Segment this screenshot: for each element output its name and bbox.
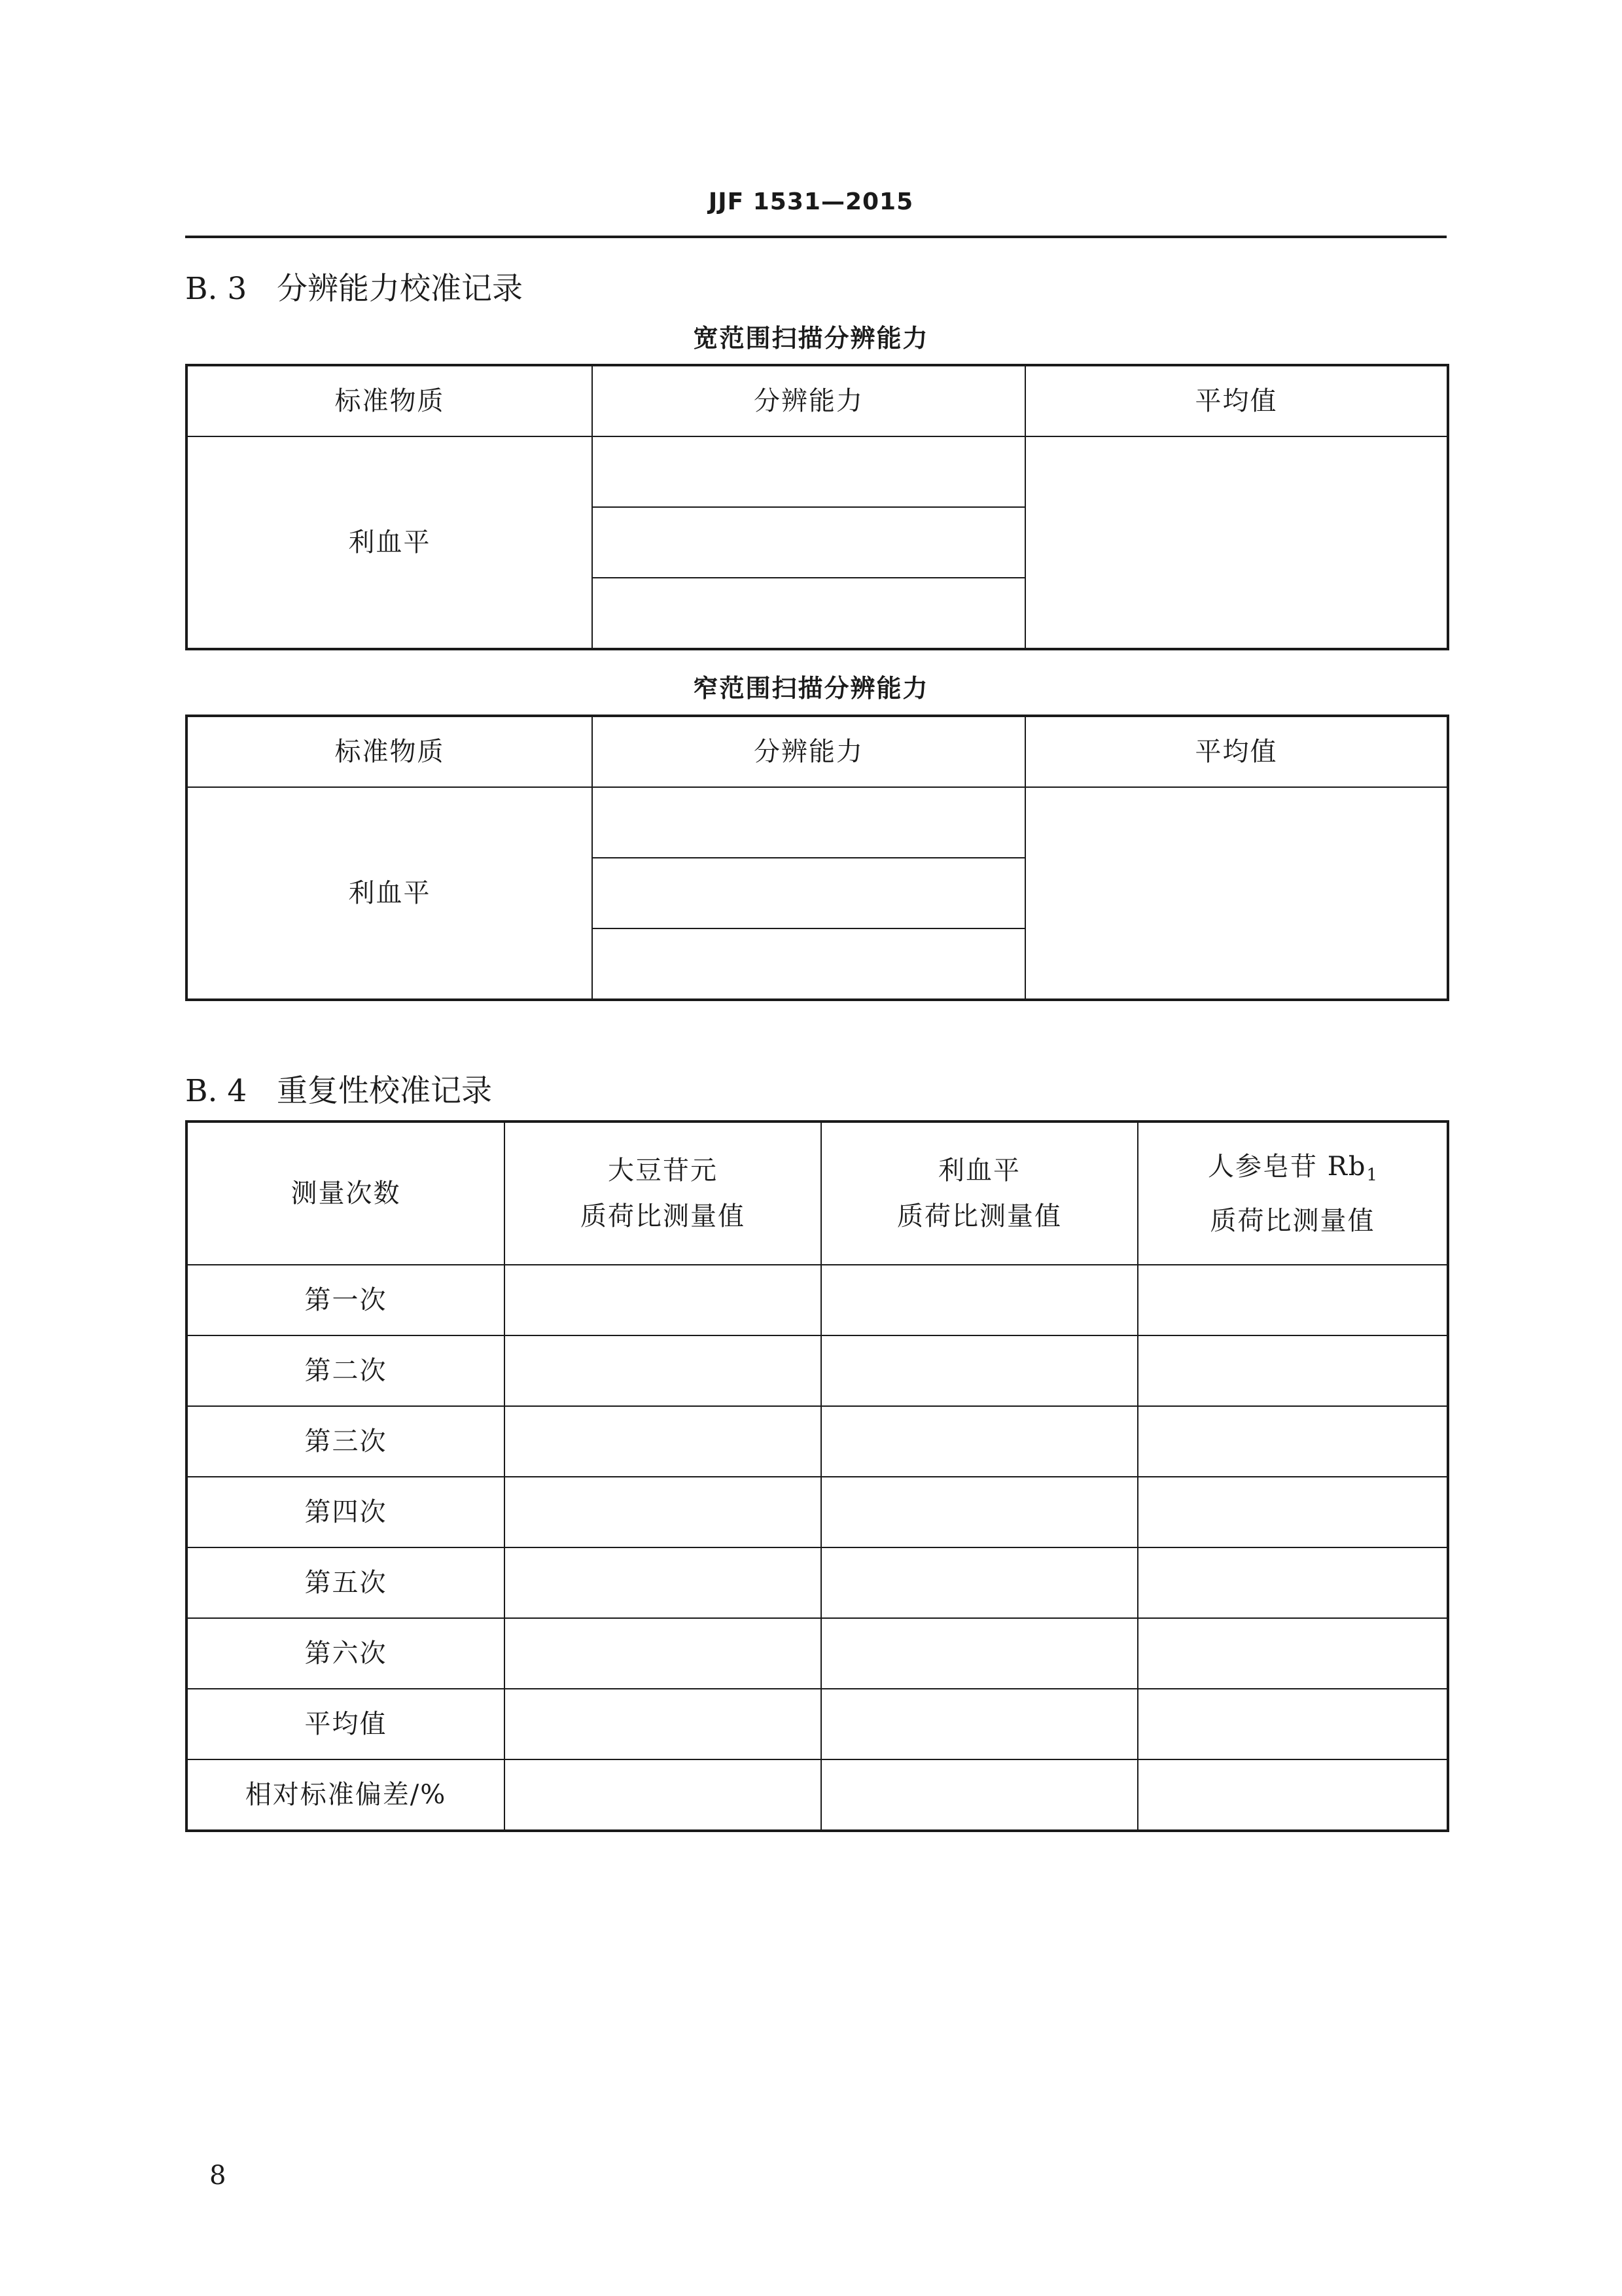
value-cell[interactable] [1138,1689,1448,1759]
table-row [186,1618,1448,1689]
col-header-material: 标准物质 [186,716,592,787]
value-cell[interactable] [1138,1265,1448,1335]
value-cell[interactable] [821,1335,1138,1406]
row-label: 第一次 [186,1265,504,1335]
table-row [186,1759,1448,1831]
material-cell: 利血平 [186,787,592,1000]
material-cell: 利血平 [186,436,592,649]
resolution-cell-2[interactable] [592,858,1025,928]
table-header-row [186,365,1448,436]
col-header-reserpine-line1: 利血平 [938,1156,1021,1186]
header-rule [185,236,1447,238]
col-header-material: 标准物质 [186,365,592,436]
col-header-count: 测量次数 [186,1122,504,1265]
value-cell[interactable] [1138,1618,1448,1689]
col-header-average: 平均值 [1025,365,1448,436]
col-header-reserpine-line2: 质荷比测量值 [897,1201,1062,1231]
value-cell[interactable] [1138,1759,1448,1831]
wide-scan-table [185,364,1449,650]
table-row [186,1689,1448,1759]
narrow-scan-table [185,715,1449,1001]
value-cell[interactable] [1138,1406,1448,1477]
value-cell[interactable] [504,1689,821,1759]
table-row [186,1547,1448,1618]
standard-code: JJF 1531—2015 [708,188,914,215]
wide-scan-caption: 宽范围扫描分辨能力 [693,324,929,353]
section-b3-number: B. 3 [185,271,247,307]
table-row [186,1335,1448,1406]
value-cell[interactable] [504,1265,821,1335]
col-header-ginsenoside-line1 [1138,1144,1447,1198]
col-header-ginsenoside-line2: 质荷比测量值 [1210,1205,1375,1236]
value-cell[interactable] [504,1335,821,1406]
value-cell[interactable] [821,1265,1138,1335]
table-row [186,1477,1448,1547]
resolution-cell-3[interactable] [592,928,1025,1000]
table-header-row [186,1122,1448,1265]
resolution-cell-1[interactable] [592,436,1025,507]
value-cell[interactable] [1138,1335,1448,1406]
col-header-daidzein [504,1122,821,1265]
narrow-scan-caption: 窄范围扫描分辨能力 [693,674,929,703]
resolution-cell-2[interactable] [592,507,1025,578]
value-cell[interactable] [504,1618,821,1689]
resolution-cell-1[interactable] [592,787,1025,858]
table-row [186,1406,1448,1477]
section-b4-number: B. 4 [185,1073,247,1109]
value-cell[interactable] [821,1618,1138,1689]
section-b4-heading [185,1067,492,1110]
col-header-resolution: 分辨能力 [592,365,1025,436]
col-header-daidzein-line1: 大豆苷元 [608,1156,718,1186]
row-label: 第五次 [186,1547,504,1618]
col-header-resolution: 分辨能力 [592,716,1025,787]
value-cell[interactable] [821,1689,1138,1759]
ginsenoside-name: 人参皂苷 Rb [1208,1151,1367,1182]
value-cell[interactable] [504,1759,821,1831]
table-row [186,1265,1448,1335]
row-label: 第三次 [186,1406,504,1477]
col-header-average: 平均值 [1025,716,1448,787]
value-cell[interactable] [504,1547,821,1618]
table-row [186,787,1448,858]
value-cell[interactable] [1138,1477,1448,1547]
row-label: 平均值 [186,1689,504,1759]
section-b3-heading [185,264,523,308]
value-cell[interactable] [821,1759,1138,1831]
ginsenoside-subscript: 1 [1366,1165,1377,1185]
page-number: 8 [209,2161,226,2191]
col-header-daidzein-line2: 质荷比测量值 [580,1201,745,1231]
row-label: 相对标准偏差/% [186,1759,504,1831]
section-b3-title: 分辨能力校准记录 [277,271,523,307]
col-header-reserpine [821,1122,1138,1265]
repeatability-table [185,1120,1449,1832]
table-row [186,436,1448,507]
table-header-row [186,716,1448,787]
resolution-cell-3[interactable] [592,578,1025,649]
value-cell[interactable] [504,1406,821,1477]
value-cell[interactable] [821,1547,1138,1618]
average-cell[interactable] [1025,436,1448,649]
row-label: 第六次 [186,1618,504,1689]
col-header-ginsenoside [1138,1122,1448,1265]
row-label: 第四次 [186,1477,504,1547]
value-cell[interactable] [1138,1547,1448,1618]
row-label: 第二次 [186,1335,504,1406]
average-cell[interactable] [1025,787,1448,1000]
section-b4-title: 重复性校准记录 [277,1073,492,1109]
value-cell[interactable] [821,1406,1138,1477]
value-cell[interactable] [504,1477,821,1547]
value-cell[interactable] [821,1477,1138,1547]
